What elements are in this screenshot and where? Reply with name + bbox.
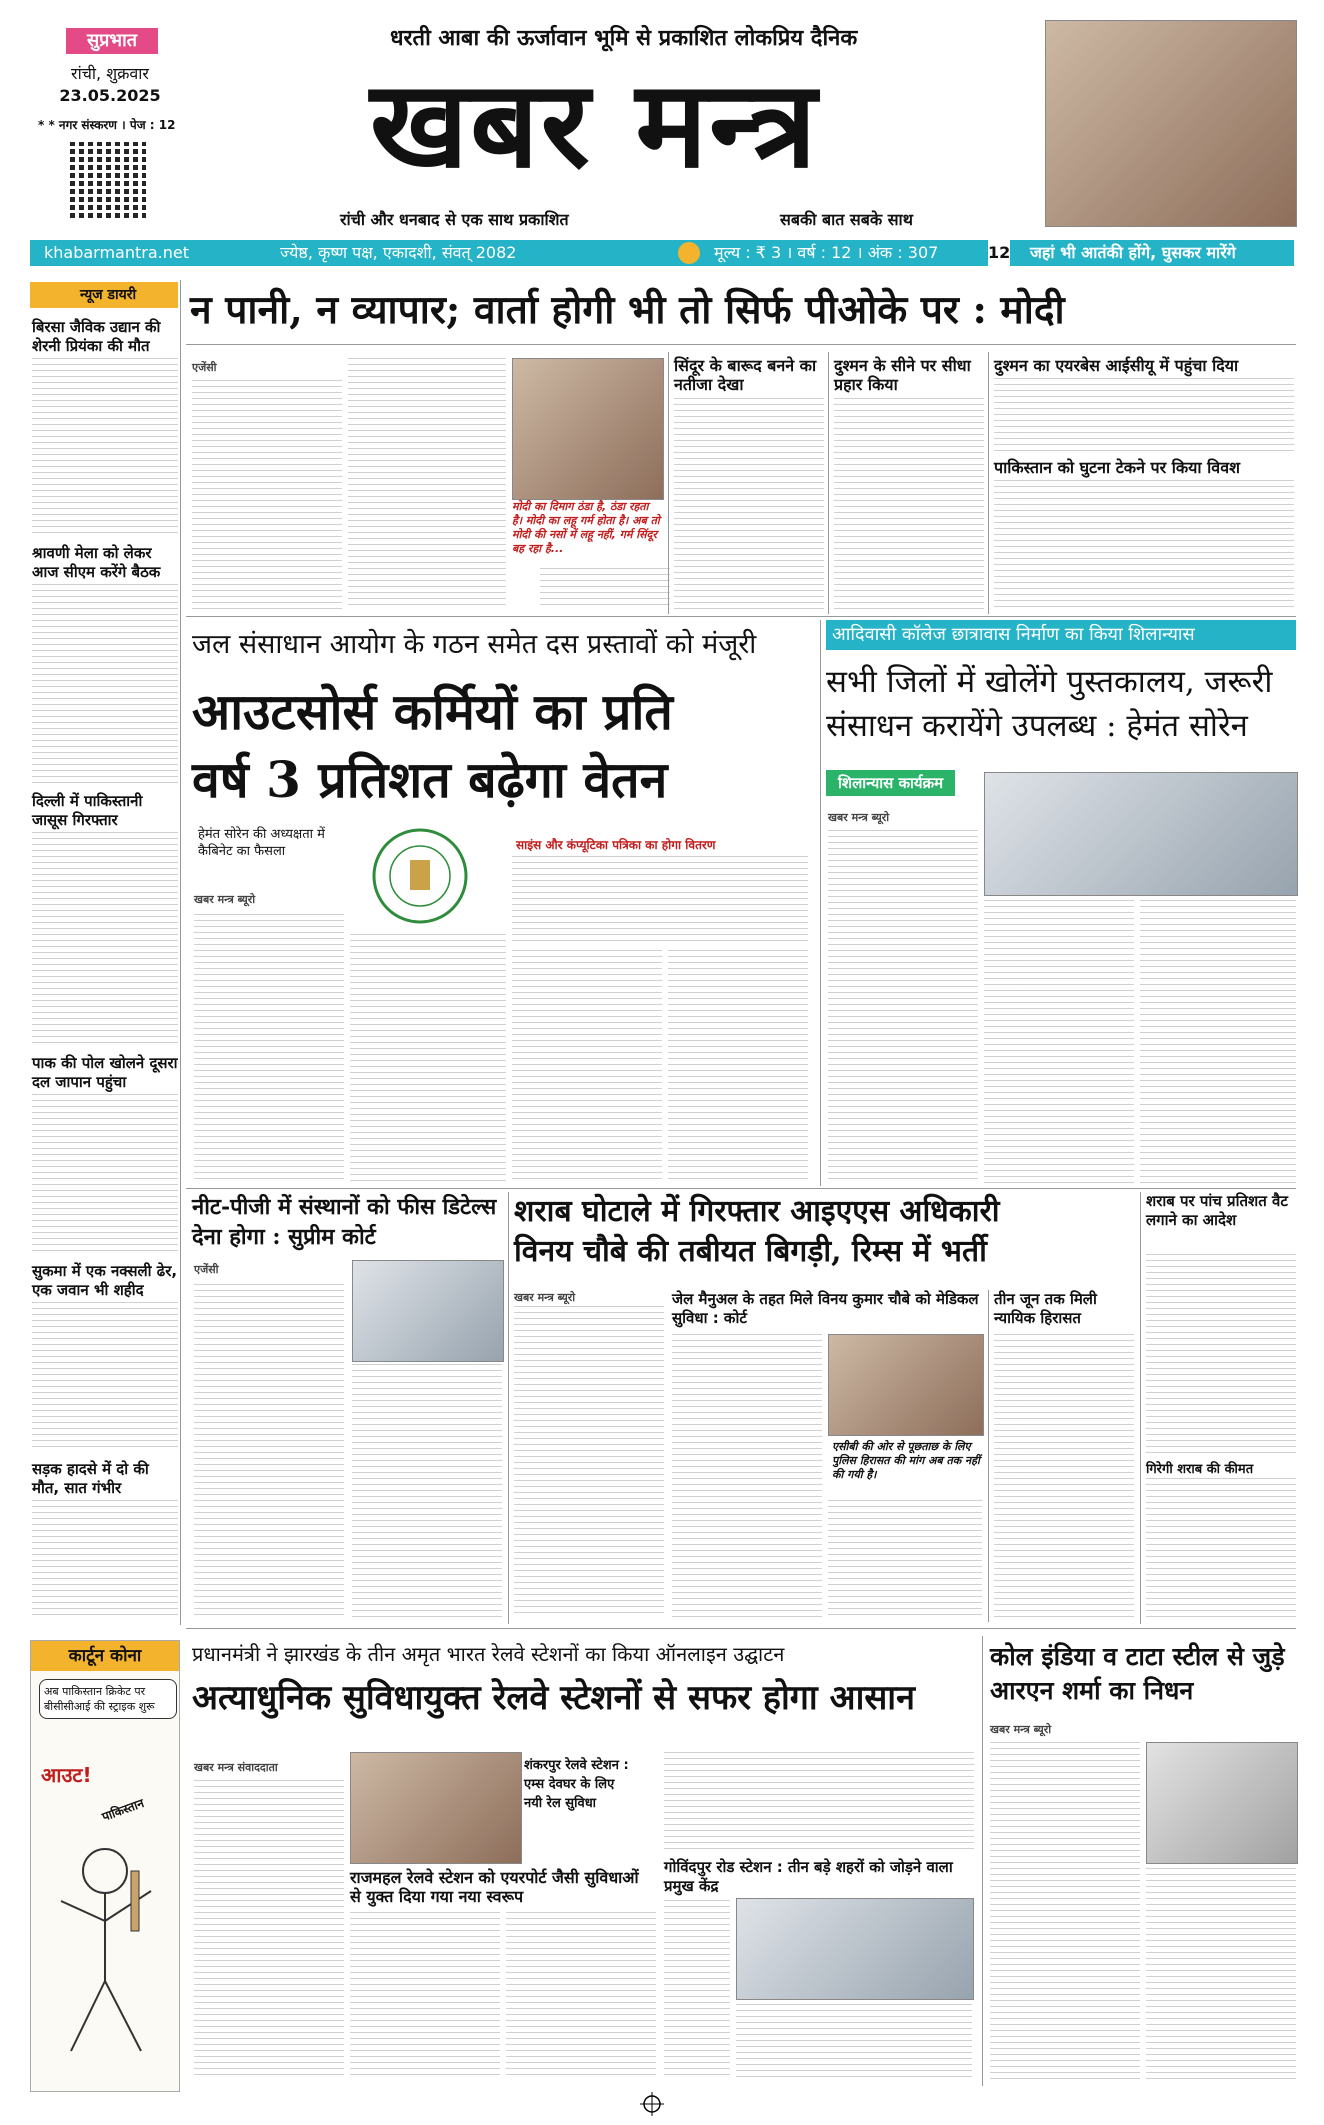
neet-body-1 [194, 1284, 344, 1618]
railway-headline: अत्याधुनिक सुविधायुक्त रेलवे स्टेशनों से सफर होगा आसान [192, 1678, 915, 1718]
brief-title-5: सुकमा में एक नक्सली ढेर, एक जवान भी शहीद [32, 1262, 178, 1299]
liquor-sub-2: तीन जून तक मिली न्यायिक हिरासत [994, 1290, 1097, 1327]
side-title-3: दुश्मन का एयरबेस आईसीयू में पहुंचा दिया [994, 356, 1239, 375]
price-info: मूल्य : ₹ 3 । वर्ष : 12 । अंक : 307 [714, 243, 939, 262]
hostel-label: शिलान्यास कार्यक्रम [826, 770, 955, 796]
railway-body-1 [194, 1780, 344, 2080]
edition-line: * * नगर संस्करण । पेज : 12 [38, 118, 176, 132]
cabinet-body-3 [512, 856, 808, 946]
jaishankar-photo [1045, 20, 1297, 227]
brief-title-4: पाक की पोल खोलने दूसरा दल जापान पहुंचा [32, 1054, 178, 1091]
cabinet-body-5 [668, 950, 808, 1184]
liquor-body-2 [672, 1334, 822, 1618]
cabinet-body-2 [350, 934, 506, 1184]
cabinet-sub: हेमंत सोरेन की अध्यक्षता में कैबिनेट का फैसला [198, 827, 325, 859]
railway-body-5 [664, 1900, 730, 2080]
lead-body-col2 [348, 358, 506, 610]
info-strip [30, 240, 1294, 266]
neet-headline: नीट-पीजी में संस्थानों को फीस डिटेल्स देना होगा : सुप्रीम कोर्ट [192, 1194, 497, 1250]
hostel-body-1 [828, 830, 978, 1184]
cabinet-dateline: खबर मन्त्र ब्यूरो [194, 893, 256, 906]
railway-sub-2: गोविंदपुर रोड स्टेशन : तीन बड़े शहरों को जोड़ने वाला प्रमुख केंद्र [664, 1858, 953, 1895]
sub-right: सबकी बात सबके साथ [780, 210, 913, 229]
vinay-chaubey-photo [828, 1334, 984, 1436]
side-body-4 [994, 480, 1294, 610]
hostel-kicker: आदिवासी कॉलेज छात्रावास निर्माण का किया शिलान्यास [826, 620, 1296, 650]
cabinet-extra-title: साइंस और कंप्यूटिका पत्रिका का होगा वितरण [516, 838, 716, 852]
brief-body-3 [32, 832, 178, 1047]
neet-body-2 [352, 1364, 502, 1618]
lead-body-col1 [192, 380, 342, 610]
slogan: जहां भी आतंकी होंगे, घुसकर मारेंगे [1030, 243, 1236, 262]
hostel-body-2 [984, 900, 1134, 1184]
logo-icon [678, 242, 700, 264]
qr-code[interactable] [70, 142, 146, 218]
railway-body-3 [506, 1912, 656, 2080]
hostel-photo [984, 772, 1298, 896]
railway-sub-1: राजमहल रेलवे स्टेशन को एयरपोर्ट जैसी सुविधाओं से युक्त दिया गया नया स्वरूप [350, 1868, 639, 1906]
neet-dateline: एजेंसी [194, 1263, 219, 1276]
cabinet-kicker: जल संसाधान आयोग के गठन समेत दस प्रस्तावों को मंजूरी [192, 629, 757, 660]
page-count: 12 [988, 240, 1010, 266]
liquor-headline-1: शराब घोटाले में गिरफ्तार आइएएस अधिकारी [514, 1194, 1000, 1229]
brief-body-4 [32, 1094, 178, 1254]
modi-photo [512, 358, 664, 500]
railway-dateline: खबर मन्त्र संवाददाता [194, 1761, 278, 1774]
cartoon-drawing [41, 1831, 169, 2071]
masthead-title: खबर मन्त्र [370, 54, 819, 195]
sub-left: रांची और धनबाद से एक साथ प्रकाशित [340, 210, 569, 229]
brief-title-2: श्रावणी मेला को लेकर आज सीएम करेंगे बैठक [32, 544, 161, 581]
jharkhand-emblem-icon [370, 826, 470, 926]
rn-sharma-photo [1146, 1742, 1298, 1864]
brief-title-1: बिरसा जैविक उद्यान की शेरनी प्रियंका की मौत [32, 318, 161, 355]
panchang: ज्येष्ठ, कृष्ण पक्ष, एकादशी, संवत् 2082 [280, 243, 517, 262]
coal-body-1 [990, 1742, 1140, 2080]
cabinet-headline-1: आउटसोर्स कर्मियों का प्रति [192, 682, 673, 741]
edition-badge: सुप्रभात [66, 28, 158, 54]
side-body-3 [994, 378, 1294, 454]
hostel-body-3 [1140, 900, 1296, 1184]
brief-title-6: सड़क हादसे में दो की मौत, सात गंभीर [32, 1460, 149, 1497]
tagline-top: धरती आबा की ऊर्जावान भूमि से प्रकाशित लोकप्रिय दैनिक [390, 26, 858, 51]
vat-body-2 [1146, 1478, 1296, 1618]
brief-body-6 [32, 1500, 178, 1620]
cartoon-title: कार्टून कोना [31, 1641, 179, 1671]
side-title-4: पाकिस्तान को घुटना टेकने पर किया विवश [994, 458, 1240, 477]
cabinet-body-1 [194, 914, 344, 1184]
railway-body-4 [664, 1752, 974, 1852]
side-body-1 [674, 398, 824, 610]
cabinet-body-4 [512, 950, 662, 1184]
registration-mark-icon [640, 2092, 664, 2116]
vat-body-1 [1146, 1254, 1296, 1454]
coal-headline: कोल इंडिया व टाटा स्टील से जुड़े आरएन शर्मा का निधन [990, 1642, 1285, 1705]
cartoon-label: पाकिस्तान [100, 1795, 146, 1824]
brief-body-2 [32, 584, 178, 784]
brief-body-5 [32, 1302, 178, 1452]
liquor-photo-caption: एसीबी की ओर से पूछताछ के लिए पुलिस हिरासत की मांग अब तक नहीं की गयी है। [832, 1440, 980, 1481]
railway-body-2 [350, 1912, 500, 2080]
cartoon-bubble: अब पाकिस्तान क्रिकेट पर बीसीसीआई की स्ट्राइक शुरू [39, 1679, 177, 1719]
hostel-dateline: खबर मन्त्र ब्यूरो [828, 811, 890, 824]
vat-sub: गिरेगी शराब की कीमत [1146, 1462, 1254, 1477]
city-day: रांची, शुक्रवार [71, 64, 149, 83]
railway-body-6 [736, 2004, 972, 2080]
website-link[interactable]: khabarmantra.net [44, 243, 189, 262]
modi-photo-caption: मोदी का दिमाग ठंडा है, ठंडा रहता है। मोदी का लहू गर्म होता है। अब तो मोदी की नसों में लहू नहीं, गर्म सिंदूर बह रहा है... [512, 500, 660, 555]
cartoon-exclaim: आउट! [41, 1763, 92, 1787]
section-label-news-diary: न्यूज डायरी [30, 282, 178, 308]
date: 23.05.2025 [59, 86, 161, 105]
liquor-body-1 [514, 1306, 664, 1618]
liquor-sub-1: जेल मैनुअल के तहत मिले विनय कुमार चौबे को मेडिकल सुविधा : कोर्ट [672, 1290, 979, 1327]
lead-headline: न पानी, न व्यापार; वार्ता होगी भी तो सिर्फ पीओके पर : मोदी [190, 287, 1065, 333]
brief-title-3: दिल्ली में पाकिस्तानी जासूस गिरफ्तार [32, 792, 143, 829]
railway-box: शंकरपुर रेलवे स्टेशन : एम्स देवघर के लिए नयी रेल सुविधा [524, 1758, 629, 1811]
coal-dateline: खबर मन्त्र ब्यूरो [990, 1723, 1052, 1736]
liquor-body-4 [994, 1334, 1134, 1618]
vat-title: शराब पर पांच प्रतिशत वैट लगाने का आदेश [1146, 1192, 1288, 1229]
liquor-headline-2: विनय चौबे की तबीयत बिगड़ी, रिम्स में भर्ती [514, 1234, 987, 1269]
coal-body-2 [1146, 1868, 1296, 2080]
liquor-body-3 [828, 1500, 982, 1618]
cartoon-box [30, 1640, 180, 2092]
govindpur-photo [736, 1898, 974, 2000]
lead-dateline: एजेंसी [192, 361, 217, 374]
side-title-1: सिंदूर के बारूद बनने का नतीजा देखा [674, 356, 817, 394]
railway-kicker: प्रधानमंत्री ने झारखंड के तीन अमृत भारत रेलवे स्टेशनों का किया ऑनलाइन उद्घाटन [192, 1642, 785, 1666]
side-title-2: दुश्मन के सीने पर सीधा प्रहार किया [834, 356, 971, 394]
brief-body-1 [32, 358, 178, 538]
pm-inauguration-photo [350, 1752, 522, 1864]
hostel-headline: सभी जिलों में खोलेंगे पुस्तकालय, जरूरी संसाधन करायेंगे उपलब्ध : हेमंत सोरेन [826, 664, 1273, 744]
supreme-court-photo [352, 1260, 504, 1362]
liquor-dateline: खबर मन्त्र ब्यूरो [514, 1291, 576, 1304]
side-body-2 [834, 398, 984, 610]
cabinet-headline-2: वर्ष 3 प्रतिशत बढ़ेगा वेतन [192, 750, 668, 809]
lead-body-col3 [540, 568, 670, 610]
